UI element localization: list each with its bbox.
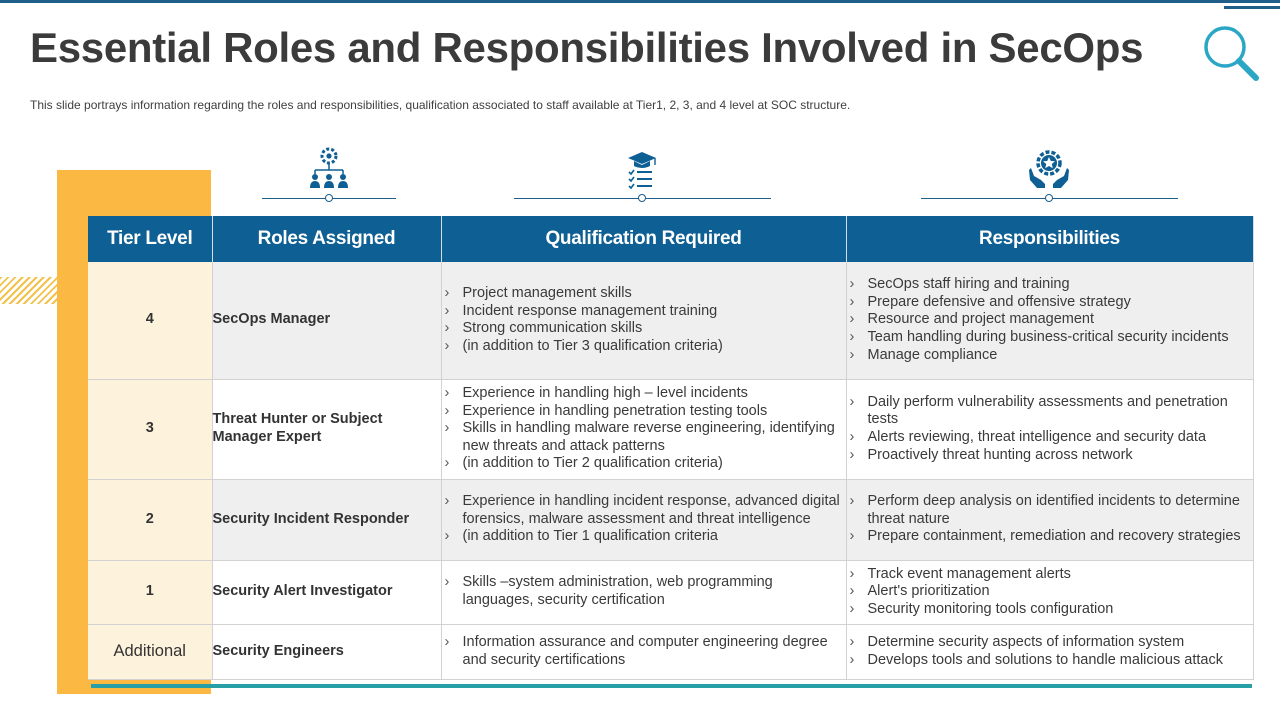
role-cell: SecOps Manager	[212, 262, 441, 379]
qualification-cell	[441, 262, 846, 379]
responsibility-cell	[846, 379, 1253, 479]
top-accent-line	[1224, 6, 1280, 9]
search-icon	[1200, 22, 1264, 84]
qualification-cell	[441, 560, 846, 624]
table-row	[88, 379, 1253, 479]
header-tier-level: Tier Level	[88, 216, 212, 262]
list-item: › Alert's prioritization	[847, 583, 1253, 601]
qualification-cell	[441, 479, 846, 560]
header-responsibilities: Responsibilities	[846, 216, 1253, 262]
tier-level-cell: 2	[88, 479, 212, 560]
table-row	[88, 624, 1253, 679]
header-qualification-required: Qualification Required	[441, 216, 846, 262]
list-item: › Skills –system administration, web programming languages, security certification	[442, 574, 846, 609]
roles-responsibilities-table	[88, 216, 1254, 680]
icon-underline-dot	[1045, 194, 1053, 202]
list-item: › Experience in handling incident response, advanced digital forensics, malware assessment and threat intelligence	[442, 493, 846, 528]
table-row	[88, 560, 1253, 624]
list-item: › Manage compliance	[847, 347, 1253, 365]
role-cell: Security Incident Responder	[212, 479, 441, 560]
list-item: › Information assurance and computer engineering degree and security certifications	[442, 634, 846, 669]
list-item: › Track event management alerts	[847, 566, 1253, 584]
bottom-accent-line	[91, 684, 1252, 688]
header-roles-assigned: Roles Assigned	[212, 216, 441, 262]
list-item: › (in addition to Tier 1 qualification criteria	[442, 528, 846, 546]
list-item: › Security monitoring tools configuration	[847, 601, 1253, 619]
list-item: › (in addition to Tier 3 qualification criteria)	[442, 338, 846, 356]
list-item: › Incident response management training	[442, 303, 846, 321]
team-gear-icon	[307, 144, 351, 190]
list-item: › Perform deep analysis on identified incidents to determine threat nature	[847, 493, 1253, 528]
list-item: › Project management skills	[442, 285, 846, 303]
tier-level-cell: 3	[88, 379, 212, 479]
responsibilities-column-icon-group	[921, 144, 1178, 204]
slide-title: Essential Roles and Responsibilities Involved in SecOps	[30, 24, 1144, 71]
list-item: › Resource and project management	[847, 311, 1253, 329]
responsibility-cell	[846, 624, 1253, 679]
list-item: › Prepare containment, remediation and recovery strategies	[847, 528, 1253, 546]
tier-level-cell: 4	[88, 262, 212, 379]
slide-subtitle: This slide portrays information regarding the roles and responsibilities, qualification associated to staff available at Tier1, 2, 3, and 4 level at SOC structure.	[30, 98, 851, 112]
qualification-column-icon-group	[514, 144, 771, 204]
list-item: › Experience in handling penetration testing tools	[442, 403, 846, 421]
table-row	[88, 479, 1253, 560]
list-item: › SecOps staff hiring and training	[847, 276, 1253, 294]
responsibility-cell	[846, 479, 1253, 560]
graduation-checklist-icon	[626, 150, 660, 190]
list-item: › Skills in handling malware reverse engineering, identifying new threats and attack patterns	[442, 420, 846, 455]
table-header-row	[88, 216, 1253, 262]
role-cell: Threat Hunter or Subject Manager Expert	[212, 379, 441, 479]
responsibility-cell	[846, 262, 1253, 379]
list-item: › Develops tools and solutions to handle malicious attack	[847, 652, 1253, 670]
tier-level-cell: Additional	[88, 624, 212, 679]
list-item: › Determine security aspects of information system	[847, 634, 1253, 652]
icon-underline-dot	[638, 194, 646, 202]
list-item: › Strong communication skills	[442, 320, 846, 338]
roles-column-icon-group	[262, 144, 396, 204]
hands-star-badge-icon	[1027, 148, 1071, 190]
role-cell: Security Alert Investigator	[212, 560, 441, 624]
decorative-hatch	[0, 277, 57, 304]
list-item: › Proactively threat hunting across network	[847, 447, 1253, 465]
role-cell: Security Engineers	[212, 624, 441, 679]
list-item: › Team handling during business-critical security incidents	[847, 329, 1253, 347]
list-item: › Daily perform vulnerability assessments and penetration tests	[847, 394, 1253, 429]
list-item: › Prepare defensive and offensive strategy	[847, 294, 1253, 312]
top-border-line	[0, 0, 1280, 3]
icon-underline-dot	[325, 194, 333, 202]
table-row	[88, 262, 1253, 379]
tier-level-cell: 1	[88, 560, 212, 624]
qualification-cell	[441, 379, 846, 479]
qualification-cell	[441, 624, 846, 679]
list-item: › Experience in handling high – level incidents	[442, 385, 846, 403]
list-item: › (in addition to Tier 2 qualification criteria)	[442, 455, 846, 473]
responsibility-cell	[846, 560, 1253, 624]
list-item: › Alerts reviewing, threat intelligence and security data	[847, 429, 1253, 447]
